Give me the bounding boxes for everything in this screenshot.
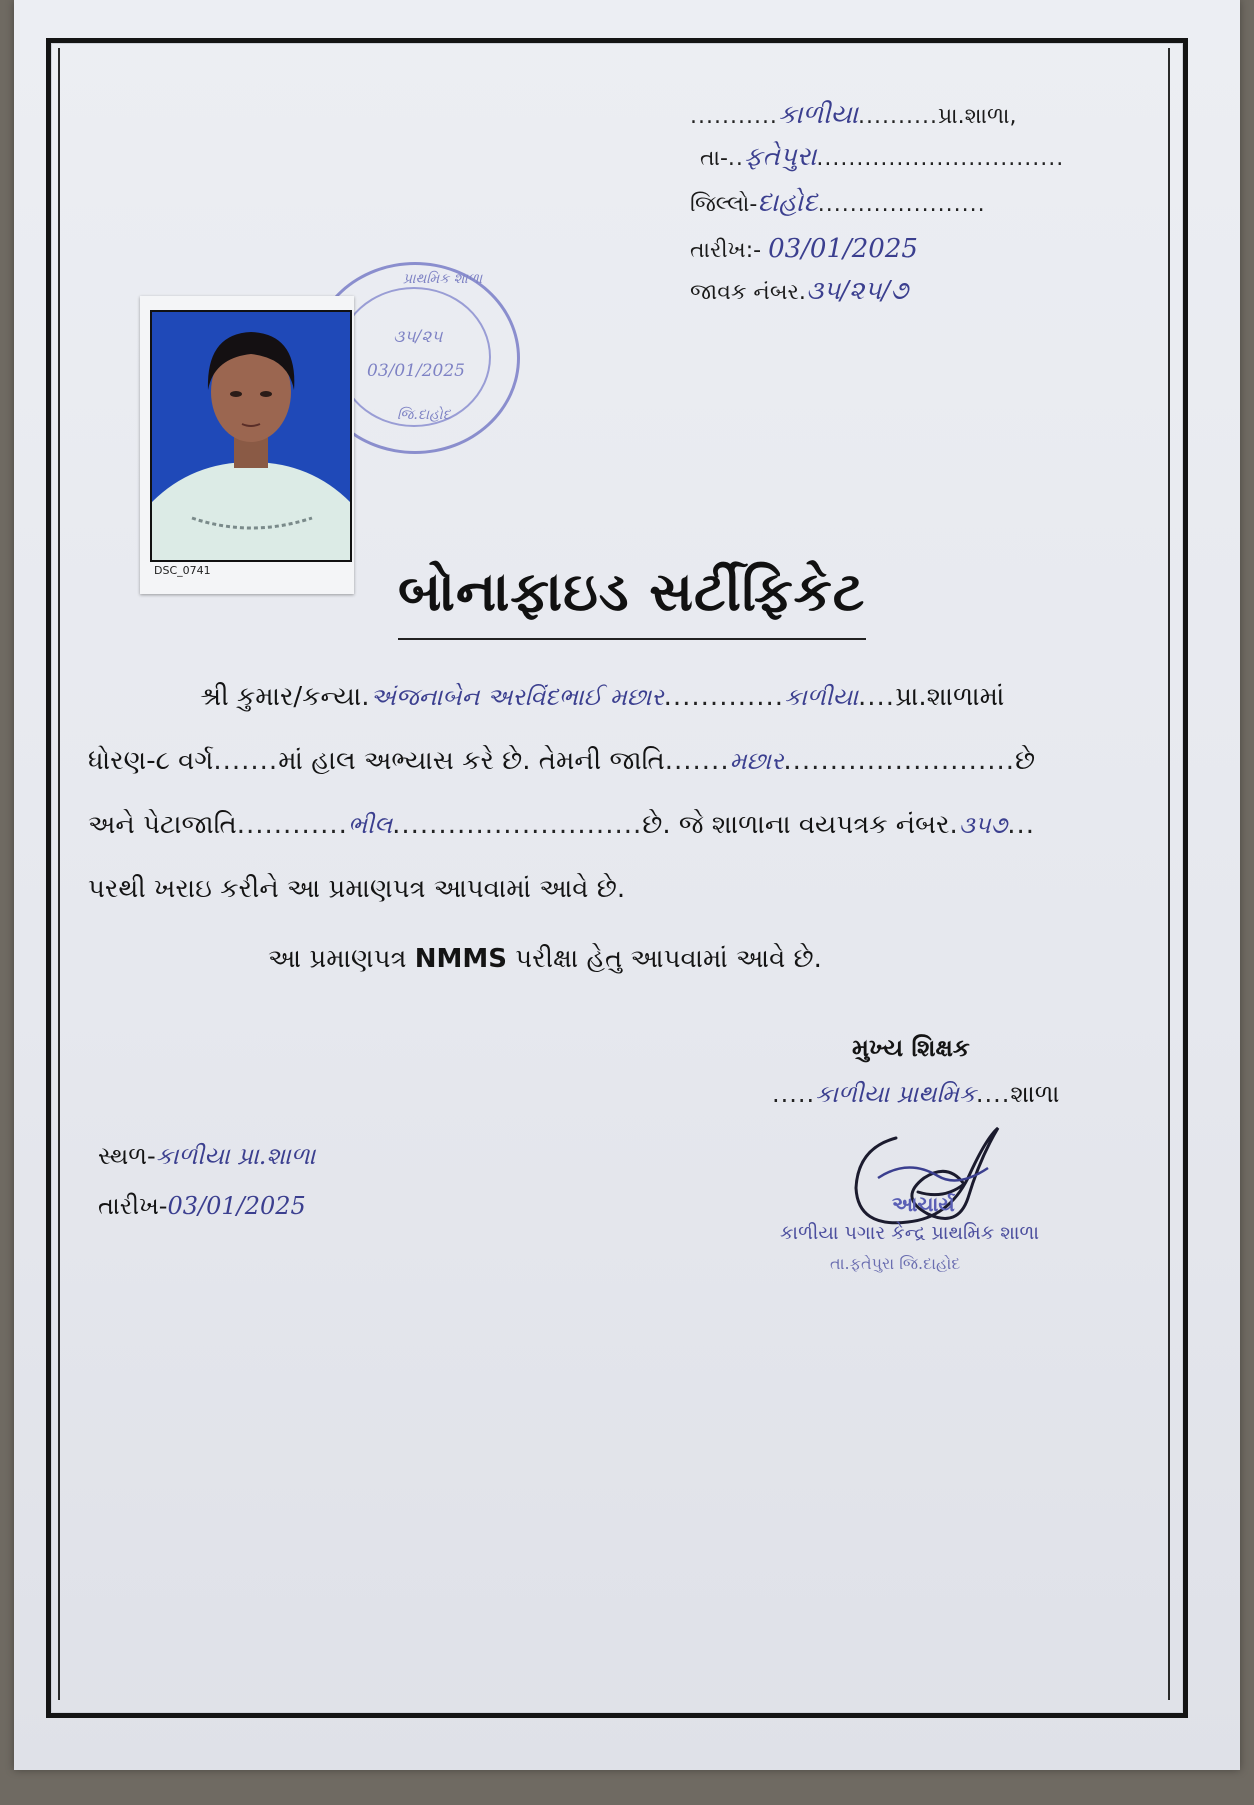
body-line1-prefix: શ્રી કુમાર/કન્યા	[200, 682, 362, 712]
body-line1-suffix: પ્રા.શાળામાં	[895, 682, 1005, 712]
principal-stamp-line1: કાળીયા પગાર કેન્દ્ર પ્રાથમિક શાળા	[780, 1222, 1039, 1244]
header-taluka-label: તા-	[700, 146, 728, 171]
school-stamp-number: ૩૫/૨૫	[393, 327, 443, 347]
signature-school-line: .....કાળીયા પ્રાથમિક....શાળા	[772, 1080, 1060, 1108]
body-line2-suffix: છે	[1015, 746, 1036, 776]
header-school-name: કાળીયા	[777, 100, 859, 130]
body-line2-mid: માં હાલ અભ્યાસ કરે છે. તેમની જાતિ	[278, 746, 665, 776]
body-line-1: શ્રી કુમાર/કન્યા.અંજનાબેન અરવિંદભાઈ મછાર.............કાળીયા....પ્રા.શાળામાં	[200, 682, 1005, 712]
header-outward-label: જાવક નંબર.	[690, 280, 806, 305]
principal-stamp-line2: તા.ફતેપુરા જિ.દાહોદ	[830, 1254, 961, 1273]
school-stamp-date: 03/01/2025	[367, 361, 465, 381]
footer-place-line	[98, 1142, 315, 1170]
body-line3-prefix: અને પેટાજાતિ	[88, 810, 237, 840]
footer-place-value: કાળીયા પ્રા.શાળા	[155, 1142, 316, 1170]
header-date-line	[690, 234, 918, 264]
certificate-title: બોનાફાઇડ સર્ટીફિકેટ	[398, 560, 866, 623]
header-taluka-line: તા-..ફતેપુરા...............................	[700, 142, 1065, 172]
header-outward-line	[690, 276, 908, 307]
body-line5-suffix: પરીક્ષા હેતુ આપવામાં આવે છે.	[515, 944, 822, 974]
school-stamp-inner-ring	[337, 287, 491, 427]
school-stamp-bottom-text: જિ.દાહોદ	[397, 407, 451, 423]
footer-place-label: સ્થળ-	[98, 1142, 156, 1170]
header-district-line: જિલ્લો-દાહોદ.....................	[690, 188, 986, 218]
body-line3-mid: છે. જે શાળાના વયપત્રક નંબર	[642, 810, 950, 840]
footer-date-line	[98, 1192, 306, 1220]
exam-name: NMMS	[414, 944, 507, 974]
student-name: અંજનાબેન અરવિંદભાઈ મછાર	[370, 683, 664, 711]
body-line5-prefix: આ પ્રમાણપત્ર	[268, 944, 407, 974]
header-outward-value: ૩૫/૨૫/૭	[805, 276, 909, 306]
principal-stamp-title: આચાર્ય	[892, 1192, 955, 1216]
student-photo-image	[150, 310, 352, 562]
header-taluka-value: ફતેપુરા	[743, 142, 817, 172]
header-date-value: 03/01/2025	[768, 234, 918, 264]
principal-signature-icon	[848, 1118, 1018, 1238]
school-stamp-top-text: પ્રાથમિક શાળા	[403, 271, 483, 287]
signature-school-suffix: શાળા	[1010, 1080, 1060, 1108]
signature-school-hand: કાળીયા પ્રાથમિક	[815, 1080, 976, 1108]
body-line1-school: કાળીયા	[784, 683, 859, 711]
body-line-2: ધોરણ-૮ વર્ગ.......માં હાલ અભ્યાસ કરે છે. તેમની જાતિ.......મછાર.........................છે	[88, 746, 1036, 776]
body-line-5	[268, 944, 822, 975]
caste-value: મછાર	[729, 747, 784, 775]
header-school-line: ...........કાળીયા..........પ્રા.શાળા,	[690, 100, 1017, 130]
signature-designation: મુખ્ય શિક્ષક	[852, 1034, 970, 1062]
footer-date-value: 03/01/2025	[167, 1192, 306, 1220]
header-date-label: તારીખ:-	[690, 238, 762, 263]
body-line-3: અને પેટાજાતિ............ભીલ...........................છે. જે શાળાના વયપત્રક નંબર.૩૫૭...	[88, 810, 1035, 840]
header-district-label: જિલ્લો-	[690, 192, 758, 217]
student-photo-caption: DSC_0741	[154, 564, 211, 577]
subcaste-value: ભીલ	[347, 811, 393, 839]
student-photo	[140, 296, 354, 594]
body-line2-prefix: ધોરણ-૮ વર્ગ	[88, 746, 214, 776]
register-number: ૩૫૭	[958, 811, 1008, 839]
certificate-title-underline	[398, 638, 866, 640]
body-line-4: પરથી ખરાઇ કરીને આ પ્રમાણપત્ર આપવામાં આવે છે.	[88, 874, 626, 904]
header-district-value: દાહોદ	[757, 188, 818, 218]
student-portrait-icon	[152, 312, 350, 560]
footer-date-label: તારીખ-	[98, 1192, 168, 1220]
header-school-suffix: પ્રા.શાળા,	[937, 104, 1017, 129]
